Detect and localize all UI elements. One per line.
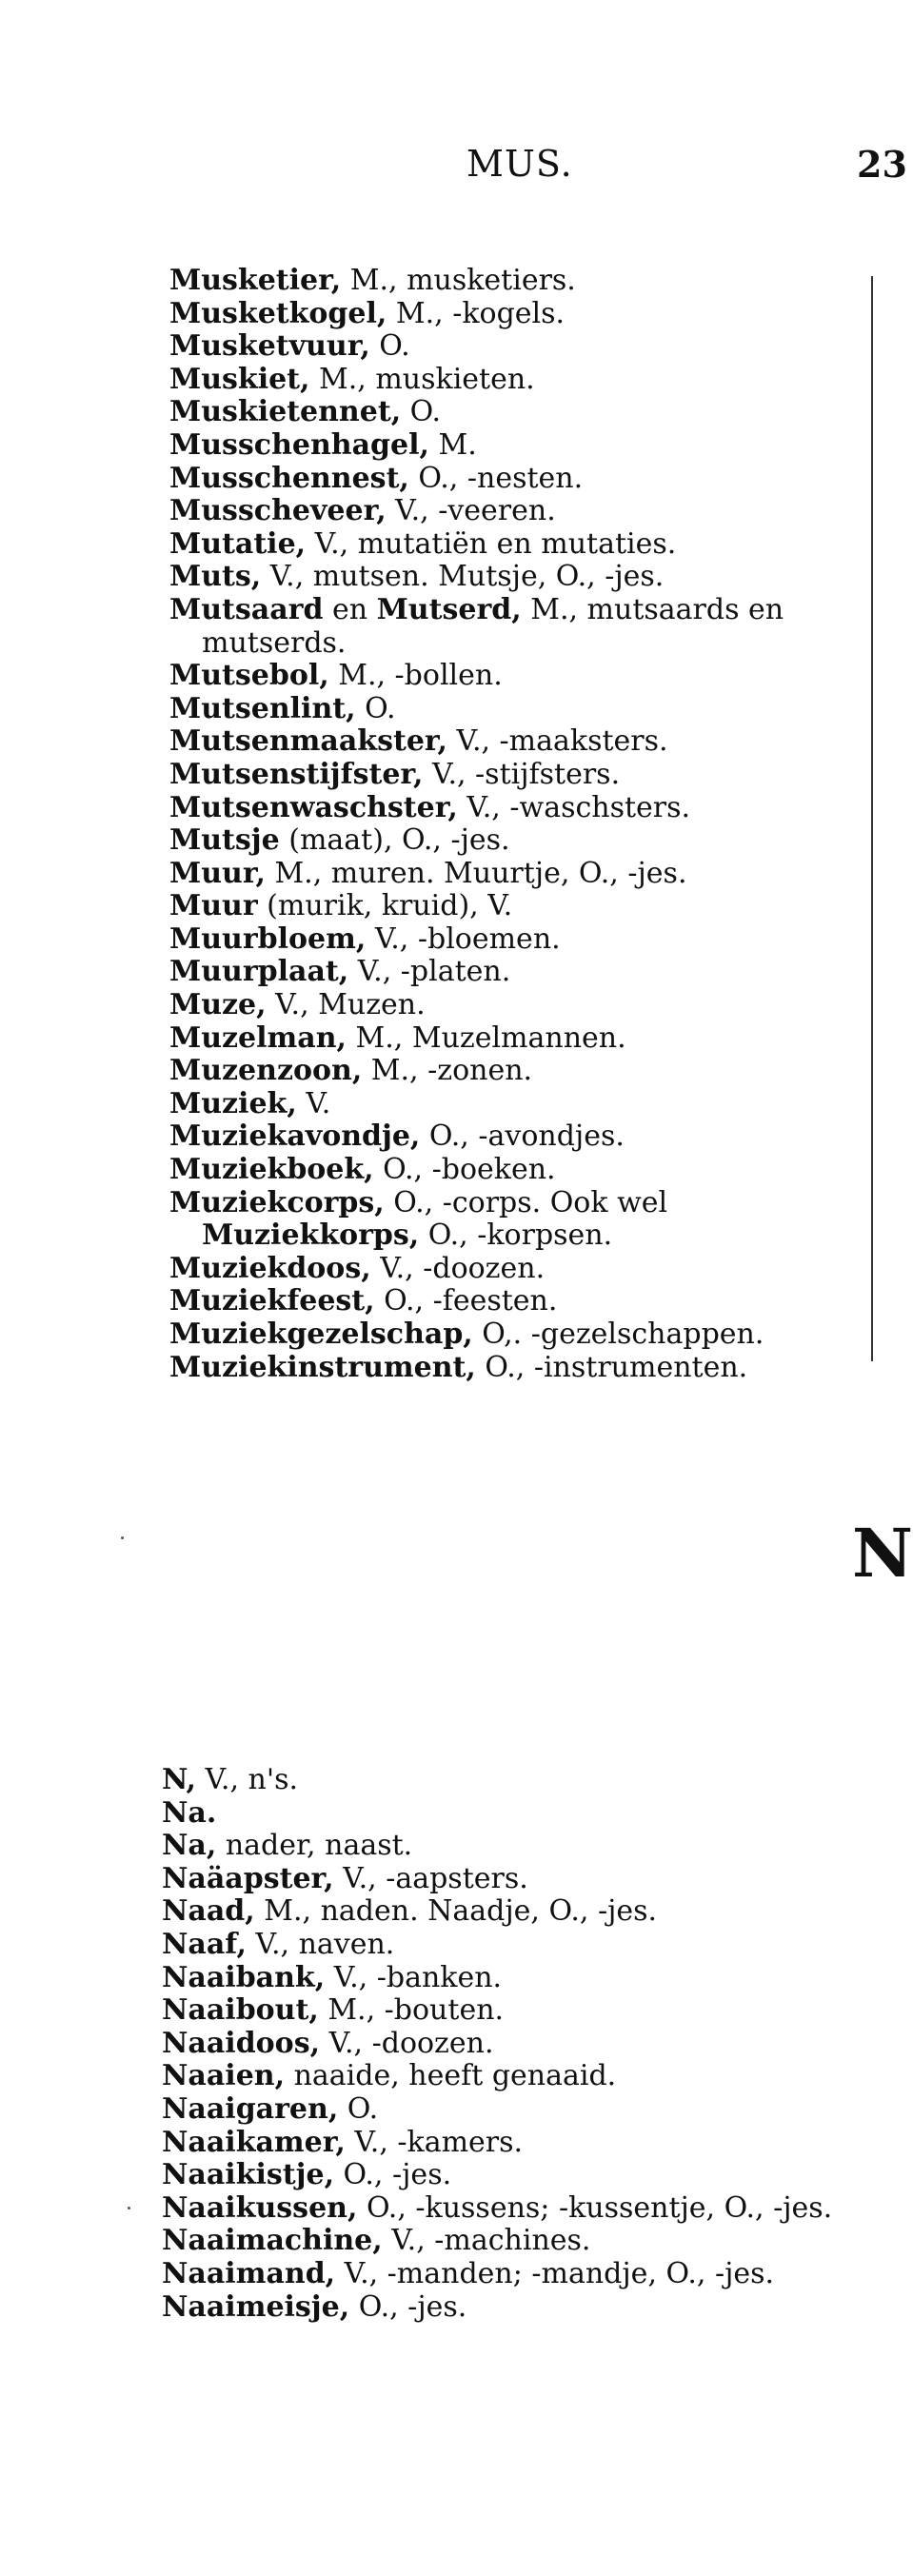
headword: Muur — [169, 889, 258, 923]
headword: Muurbloem, — [169, 921, 367, 956]
definition: V., -manden; -mandje, O., -jes. — [335, 2256, 775, 2290]
dictionary-entry — [162, 2225, 848, 2258]
headword: Musketier, — [169, 264, 342, 297]
dictionary-entry — [169, 1088, 848, 1121]
headword: Naaikamer, — [162, 2125, 346, 2159]
definition: (maat), O., -jes. — [279, 823, 510, 858]
definition: V., n's. — [195, 1763, 299, 1796]
dictionary-entry — [162, 1764, 848, 1797]
definition: V., mutatiën en mutaties. — [306, 526, 677, 561]
definition: O., -avondjes. — [420, 1120, 625, 1154]
headword: Naaikistje, — [162, 2158, 335, 2192]
headword: Naaien, — [162, 2059, 286, 2093]
headword: Musschenhagel, — [169, 427, 429, 462]
headword: Naaikussen, — [162, 2190, 358, 2225]
definition: M., mutsaards en mutserds. — [202, 592, 784, 660]
section-letter: N — [852, 1514, 913, 1593]
dictionary-entry — [162, 1962, 848, 1995]
entry-list-n — [162, 1764, 848, 2324]
headword: Musscheveer, — [169, 494, 387, 528]
headword: Naäapster, — [162, 1861, 334, 1895]
dictionary-entry — [162, 2258, 848, 2291]
dictionary-entry — [162, 2159, 848, 2192]
definition: en — [323, 592, 377, 626]
headword: Mutatie, — [169, 526, 307, 561]
headword: Musketkogel, — [169, 296, 387, 330]
dictionary-entry — [169, 1352, 848, 1385]
definition: O,. -gezelschappen. — [472, 1318, 764, 1351]
headword: Muurplaat, — [169, 955, 349, 989]
headword: N, — [162, 1763, 196, 1796]
headword: Naaibout, — [162, 1993, 319, 2028]
headword: Naaibank, — [162, 1960, 326, 1994]
definition: V., -veeren. — [386, 494, 556, 528]
dictionary-entry — [169, 1120, 848, 1154]
dictionary-entry — [169, 364, 848, 397]
dictionary-entry — [169, 1285, 848, 1318]
definition: V., naven. — [247, 1927, 395, 1961]
definition: O., -korpsen. — [419, 1219, 613, 1253]
definition: M., Muzelmannen. — [346, 1020, 626, 1055]
headword: Muziek, — [169, 1086, 297, 1120]
dictionary-entry — [169, 495, 848, 528]
dictionary-entry — [169, 890, 848, 923]
dictionary-entry — [169, 923, 848, 957]
headword: Mutsenwaschster, — [169, 790, 458, 824]
dictionary-entry — [162, 2060, 848, 2093]
headword: Muur, — [169, 856, 266, 890]
definition: V., -maaksters. — [447, 724, 668, 759]
headword: Naaimachine, — [162, 2224, 383, 2258]
dictionary-entry — [169, 725, 848, 759]
page-header — [0, 143, 907, 200]
dictionary-entry — [169, 265, 848, 298]
definition: M., naden. Naadje, O., -jes. — [254, 1894, 658, 1929]
headword: Muziekinstrument, — [169, 1350, 476, 1384]
definition: O., -instrumenten. — [475, 1350, 748, 1384]
headword: Musschennest, — [169, 461, 409, 495]
dictionary-entry — [162, 2192, 848, 2226]
dictionary-entry — [162, 1863, 848, 1896]
definition: naaide, heeft genaaid. — [285, 2059, 617, 2093]
definition: V., -doozen. — [370, 1251, 546, 1285]
dictionary-entry — [162, 1895, 848, 1929]
dictionary-entry — [169, 1187, 848, 1253]
dictionary-entry — [169, 528, 848, 562]
definition: O. — [369, 329, 410, 364]
definition: M., muren. Muurtje, O., -jes. — [265, 856, 687, 890]
headword: Muziekgezelschap, — [169, 1318, 473, 1351]
headword: Musketvuur, — [169, 329, 370, 364]
page-number: 23 — [857, 143, 907, 186]
definition: V., -machines. — [382, 2224, 591, 2258]
headword: Mutsje — [169, 823, 280, 858]
headword: Muziekfeest, — [169, 1284, 375, 1318]
dictionary-entry — [169, 660, 848, 693]
dictionary-entry — [169, 1318, 848, 1352]
definition: M., musketiers. — [341, 264, 576, 297]
definition: O., -nesten. — [408, 461, 584, 495]
definition: O., -feesten. — [374, 1284, 558, 1318]
dictionary-entry — [162, 1797, 848, 1831]
definition: O. — [355, 691, 396, 725]
headword: Muskietennet, — [169, 395, 402, 429]
definition: V., -platen. — [348, 955, 511, 989]
headword: Mutsaard — [169, 592, 324, 626]
dictionary-entry — [169, 693, 848, 726]
dictionary-entry — [162, 2028, 848, 2061]
headword: Naaimeisje, — [162, 2289, 350, 2324]
definition: M., -bouten. — [318, 1993, 505, 2028]
headword: Naaf, — [162, 1927, 247, 1961]
headword: Mutsenstijfster, — [169, 757, 424, 791]
dictionary-entry — [162, 1994, 848, 2028]
dictionary-entry — [169, 330, 848, 364]
definition: nader, naast. — [216, 1829, 413, 1863]
dictionary-entry — [169, 1055, 848, 1088]
definition: O., -jes. — [334, 2158, 452, 2192]
definition: V., -stijfsters. — [423, 757, 621, 791]
definition: M., muskieten. — [309, 362, 535, 396]
dictionary-entry — [169, 792, 848, 825]
headword: Naaimand, — [162, 2256, 336, 2290]
dictionary-entry — [169, 298, 848, 331]
dictionary-entry — [162, 2291, 848, 2325]
headword: Muziekdoos, — [169, 1251, 371, 1285]
definition: M., -bollen. — [328, 659, 503, 693]
definition: V., mutsen. Mutsje, O., -jes. — [261, 560, 665, 594]
dictionary-entry — [162, 1830, 848, 1863]
definition: V., -aapsters. — [333, 1861, 528, 1895]
definition: (murik, kruid), V. — [257, 889, 513, 923]
dictionary-entry — [169, 561, 848, 594]
headword: Mutsenmaakster, — [169, 724, 447, 759]
headword: Muzenzoon, — [169, 1054, 363, 1088]
dictionary-entry — [169, 429, 848, 463]
dictionary-entry — [169, 858, 848, 891]
dictionary-entry — [169, 463, 848, 496]
print-speck — [121, 1536, 124, 1539]
headword: Muts, — [169, 560, 262, 594]
definition: M., -kogels. — [387, 296, 566, 330]
dictionary-entry — [162, 1929, 848, 1962]
dictionary-entry — [162, 2127, 848, 2160]
dictionary-entry — [169, 824, 848, 858]
headword: Na, — [162, 1829, 217, 1863]
headword: Muziekboek, — [169, 1153, 374, 1187]
definition: V., Muzen. — [266, 988, 426, 1022]
headword: Muze, — [169, 988, 267, 1022]
definition: O., -corps. Ook wel — [384, 1185, 668, 1219]
headword: Naaidoos, — [162, 2026, 321, 2060]
definition: O. — [338, 2091, 379, 2126]
headword: Muskiet, — [169, 362, 310, 396]
dictionary-entry — [169, 759, 848, 792]
dictionary-entry — [169, 1253, 848, 1286]
headword: Naad, — [162, 1894, 255, 1929]
column-rule — [871, 276, 873, 1361]
dictionary-entry — [169, 956, 848, 989]
definition: V., -waschsters. — [457, 790, 691, 824]
dictionary-entry — [169, 594, 848, 660]
definition: V. — [296, 1086, 331, 1120]
definition: V., -banken. — [325, 1960, 503, 1994]
headword: Muziekcorps, — [169, 1185, 385, 1219]
definition: O., -jes. — [349, 2289, 467, 2324]
headword: Na. — [162, 1795, 217, 1830]
headword: Muziekkorps, — [202, 1219, 420, 1253]
dictionary-entry — [169, 1154, 848, 1187]
dictionary-entry — [169, 989, 848, 1022]
definition: V., -doozen. — [320, 2026, 494, 2060]
running-head: MUS. — [466, 143, 573, 185]
headword: Naaigaren, — [162, 2091, 339, 2126]
dictionary-entry — [169, 1022, 848, 1056]
definition: V., -kamers. — [345, 2125, 524, 2159]
entry-list-mus — [169, 265, 848, 1384]
definition: O., -kussens; -kussentje, O., -jes. — [357, 2190, 833, 2225]
definition: M., -zonen. — [362, 1054, 533, 1088]
dictionary-entry — [162, 2093, 848, 2127]
definition: O. — [401, 395, 442, 429]
headword: Mutserd, — [376, 592, 522, 626]
headword: Muzelman, — [169, 1020, 347, 1055]
headword: Muziekavondje, — [169, 1120, 421, 1154]
definition: V., -bloemen. — [366, 921, 561, 956]
definition: M. — [428, 427, 477, 462]
headword: Mutsebol, — [169, 659, 329, 693]
dictionary-entry — [169, 396, 848, 429]
print-speck — [128, 2207, 130, 2209]
definition: O., -boeken. — [373, 1153, 556, 1187]
headword: Mutsenlint, — [169, 691, 356, 725]
